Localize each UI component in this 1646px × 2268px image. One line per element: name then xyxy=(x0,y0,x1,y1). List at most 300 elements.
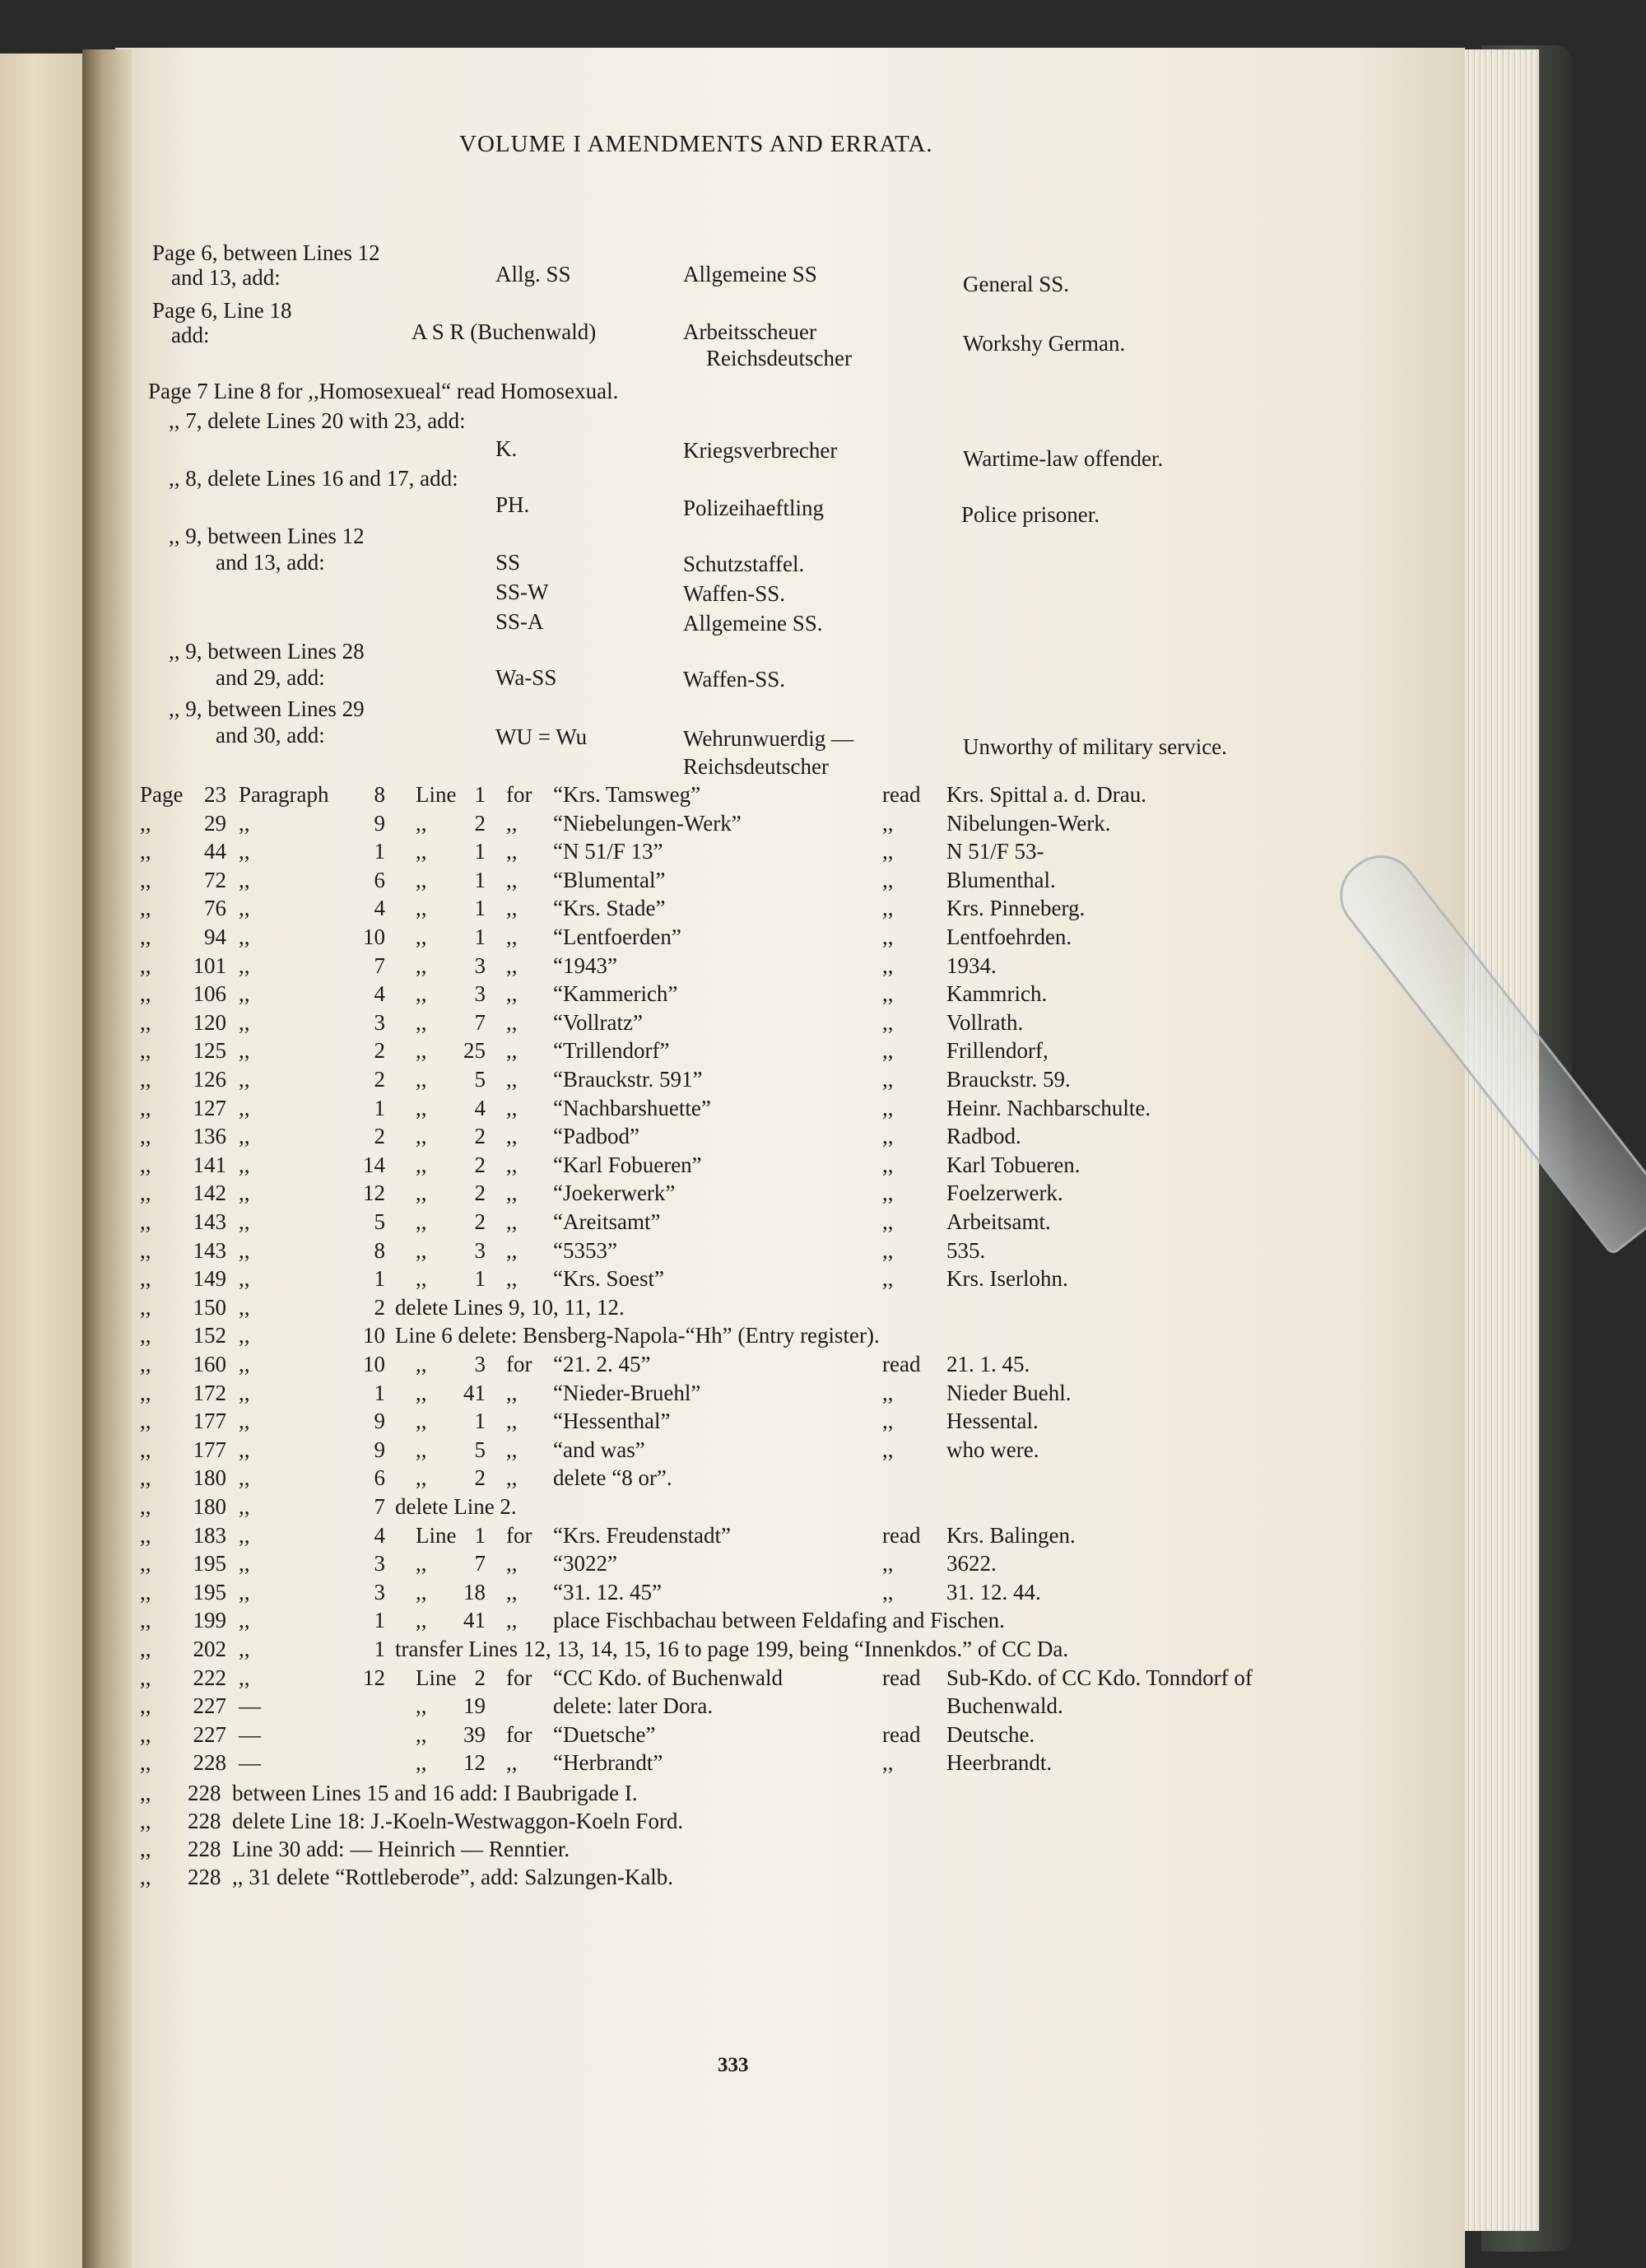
read-word: ,, xyxy=(882,896,894,920)
page-ref: 227 xyxy=(193,1693,226,1718)
page-ref: 199 xyxy=(193,1608,226,1632)
for-word: ,, xyxy=(506,1551,518,1576)
line-ditto: ,, xyxy=(416,1096,427,1120)
page-ref: 222 xyxy=(193,1665,226,1690)
paragraph-ref: 3 xyxy=(374,1551,385,1576)
read-word: read xyxy=(882,1352,921,1376)
corrected-text: Sub-Kdo. of CC Kdo. Tonndorf of xyxy=(946,1665,1253,1690)
page-ditto: ,, xyxy=(140,1865,151,1889)
paragraph-ditto: ,, xyxy=(239,1494,250,1519)
line-ditto: ,, xyxy=(416,1266,427,1291)
page-ref: 106 xyxy=(193,981,226,1006)
erroneous-text: “Niebelungen-Werk” xyxy=(553,811,742,836)
paragraph-ditto: ,, xyxy=(239,1409,250,1433)
for-word: ,, xyxy=(506,896,518,920)
errata-instruction: delete Line 2. xyxy=(395,1494,517,1519)
page-ref: 120 xyxy=(193,1010,226,1035)
paragraph-ditto: ,, xyxy=(239,1209,250,1234)
read-word: ,, xyxy=(882,1437,894,1462)
line-ditto: ,, xyxy=(416,1465,427,1490)
corrected-text: Krs. Iserlohn. xyxy=(946,1266,1068,1291)
read-word: read xyxy=(882,1523,921,1548)
abbreviation: Allg. SS xyxy=(495,262,571,286)
german-term: Allgemeine SS xyxy=(683,262,817,286)
read-word: ,, xyxy=(882,1153,894,1177)
erroneous-text: “N 51/F 13” xyxy=(553,839,663,864)
corrected-text: 1934. xyxy=(946,953,997,978)
line-ditto: ,, xyxy=(416,1750,427,1775)
erroneous-text: “Nachbarshuette” xyxy=(553,1096,711,1120)
errata-instruction: Line 30 add: — Heinrich — Renntier. xyxy=(232,1837,570,1861)
abbreviation: WU = Wu xyxy=(495,724,588,749)
line-ref: 5 xyxy=(474,1067,486,1092)
page-ditto: ,, xyxy=(140,1722,151,1747)
line-ditto: Line xyxy=(416,1523,457,1548)
line-ref: 1 xyxy=(474,924,486,949)
page-ditto: ,, xyxy=(140,1124,151,1148)
erroneous-text: “1943” xyxy=(553,953,617,978)
page-ditto: ,, xyxy=(140,1494,151,1519)
paragraph-ditto: ,, xyxy=(239,953,250,978)
entry-label: ,, 9, between Lines 29 xyxy=(169,696,365,721)
erroneous-text: “5353” xyxy=(553,1238,617,1263)
paragraph-ref: 1 xyxy=(374,839,385,864)
english-term: Unworthy of military service. xyxy=(963,734,1227,759)
page-ditto: ,, xyxy=(140,1665,151,1690)
english-term: Wartime-law offender. xyxy=(963,446,1164,471)
paragraph-ditto: ,, xyxy=(239,1038,250,1063)
german-term: Reichsdeutscher xyxy=(706,346,852,370)
erroneous-text: “Karl Fobueren” xyxy=(553,1153,702,1177)
entry-label: and 13, add: xyxy=(216,550,325,575)
paragraph-ditto: Paragraph xyxy=(239,782,329,807)
read-word: ,, xyxy=(882,1067,894,1092)
erroneous-text: “Herbrandt” xyxy=(553,1750,663,1775)
for-word: for xyxy=(506,782,532,807)
line-ref: 1 xyxy=(474,782,486,807)
paragraph-ref: 12 xyxy=(363,1181,385,1205)
english-term: Workshy German. xyxy=(963,331,1126,356)
page-ref: 228 xyxy=(188,1809,221,1833)
for-word: for xyxy=(506,1665,532,1690)
read-word: ,, xyxy=(882,981,894,1006)
line-ditto: ,, xyxy=(416,981,427,1006)
read-word: ,, xyxy=(882,1181,894,1205)
paragraph-ref: 3 xyxy=(374,1010,385,1035)
read-word: ,, xyxy=(882,1010,894,1035)
corrected-text: Nibelungen-Werk. xyxy=(946,811,1111,836)
paragraph-ref: 14 xyxy=(363,1153,385,1177)
erroneous-text: “Krs. Tamsweg” xyxy=(553,782,701,807)
page-ditto: ,, xyxy=(140,1381,151,1405)
read-word: ,, xyxy=(882,811,894,836)
paragraph-ref: 1 xyxy=(374,1381,385,1405)
page-number: 333 xyxy=(718,2054,749,2076)
page-ditto: ,, xyxy=(140,1096,151,1120)
erroneous-text: “31. 12. 45” xyxy=(553,1580,662,1604)
read-word: ,, xyxy=(882,1124,894,1148)
paragraph-ref: 12 xyxy=(363,1665,385,1690)
errata-instruction: delete Lines 9, 10, 11, 12. xyxy=(395,1295,625,1320)
paragraph-ditto: ,, xyxy=(239,1637,250,1661)
page-ref: 126 xyxy=(193,1067,226,1092)
line-ref: 2 xyxy=(474,1665,486,1690)
corrected-text: Buchenwald. xyxy=(946,1693,1063,1718)
for-word: ,, xyxy=(506,1124,518,1148)
line-ref: 3 xyxy=(474,1352,486,1376)
page-ditto: ,, xyxy=(140,811,151,836)
for-word: ,, xyxy=(506,953,518,978)
line-ditto: ,, xyxy=(416,924,427,949)
erroneous-text: delete “8 or”. xyxy=(553,1465,672,1490)
page-ditto: ,, xyxy=(140,1750,151,1775)
read-word: read xyxy=(882,1665,921,1690)
paragraph-ref: 4 xyxy=(374,1523,385,1548)
page-ditto: ,, xyxy=(140,1837,151,1861)
corrected-text: Blumenthal. xyxy=(946,868,1056,892)
erroneous-text: “3022” xyxy=(553,1551,617,1576)
abbreviation: SS-W xyxy=(495,580,549,604)
erroneous-text: “Krs. Stade” xyxy=(553,896,666,920)
corrected-text: Karl Tobueren. xyxy=(946,1153,1081,1177)
paragraph-ditto: ,, xyxy=(239,1010,250,1035)
paragraph-ditto: ,, xyxy=(239,1067,250,1092)
for-word: ,, xyxy=(506,868,518,892)
page-ditto: ,, xyxy=(140,953,151,978)
paragraph-ref: 3 xyxy=(374,1580,385,1604)
entry-label: and 13, add: xyxy=(171,265,281,290)
line-ref: 3 xyxy=(474,953,486,978)
english-term: General SS. xyxy=(963,272,1069,296)
paragraph-ditto: ,, xyxy=(239,1323,250,1348)
corrected-text: Foelzerwerk. xyxy=(946,1181,1063,1205)
paragraph-ref: 8 xyxy=(374,1238,385,1263)
entry-label: add: xyxy=(171,323,210,347)
for-word: ,, xyxy=(506,1038,518,1063)
page-ditto: ,, xyxy=(140,1693,151,1718)
line-ditto: ,, xyxy=(416,896,427,920)
german-term: Arbeitsscheuer xyxy=(683,319,816,344)
line-ditto: ,, xyxy=(416,1608,427,1632)
paragraph-ditto: ,, xyxy=(239,981,250,1006)
for-word: ,, xyxy=(506,1381,518,1405)
page-ditto: ,, xyxy=(140,839,151,864)
german-term: Allgemeine SS. xyxy=(683,611,823,636)
for-word: ,, xyxy=(506,1750,518,1775)
read-word: ,, xyxy=(882,1551,894,1576)
line-ref: 12 xyxy=(463,1750,486,1775)
errata-instruction: between Lines 15 and 16 add: I Baubrigade I. xyxy=(232,1781,638,1805)
corrected-text: 21. 1. 45. xyxy=(946,1352,1030,1376)
erroneous-text: “Joekerwerk” xyxy=(553,1181,676,1205)
corrected-text: Lentfoehrden. xyxy=(946,924,1072,949)
for-word: ,, xyxy=(506,1096,518,1120)
line-ditto: ,, xyxy=(416,1437,427,1462)
page-ref: 228 xyxy=(188,1865,221,1889)
entry-label: Page 6, between Lines 12 xyxy=(152,240,380,265)
erroneous-text: “Krs. Soest” xyxy=(553,1266,664,1291)
page-ditto: ,, xyxy=(140,1781,151,1805)
paragraph-ref: 1 xyxy=(374,1608,385,1632)
line-ref: 5 xyxy=(474,1437,486,1462)
for-word: for xyxy=(506,1722,532,1747)
paragraph-ditto: ,, xyxy=(239,1580,250,1604)
page-ref: 94 xyxy=(204,924,226,949)
paragraph-ditto: ,, xyxy=(239,1153,250,1177)
entry-label: ,, 9, between Lines 28 xyxy=(169,639,365,664)
page-ditto: ,, xyxy=(140,1608,151,1632)
abbreviation: SS xyxy=(495,550,521,575)
erroneous-text: “21. 2. 45” xyxy=(553,1352,651,1376)
paragraph-ref: 1 xyxy=(374,1637,385,1661)
paragraph-ditto: — xyxy=(239,1750,261,1775)
line-ditto: ,, xyxy=(416,868,427,892)
page-ditto: ,, xyxy=(140,896,151,920)
paragraph-ditto: ,, xyxy=(239,1665,250,1690)
page-ref: 195 xyxy=(193,1580,226,1604)
page-ref: 152 xyxy=(193,1323,226,1348)
line-ditto: ,, xyxy=(416,1067,427,1092)
abbreviation: SS-A xyxy=(495,609,544,634)
erroneous-text: “Padbod” xyxy=(553,1124,639,1148)
for-word: ,, xyxy=(506,1437,518,1462)
line-ditto: ,, xyxy=(416,953,427,978)
page-ref: 177 xyxy=(193,1409,226,1433)
paragraph-ditto: ,, xyxy=(239,1551,250,1576)
erroneous-text: “Nieder-Bruehl” xyxy=(553,1381,701,1405)
erroneous-text: “Kammerich” xyxy=(553,981,678,1006)
page-ref: 180 xyxy=(193,1465,226,1490)
german-term: Reichsdeutscher xyxy=(683,754,829,779)
paragraph-ditto: ,, xyxy=(239,1437,250,1462)
line-ref: 1 xyxy=(474,839,486,864)
erroneous-text: “Brauckstr. 591” xyxy=(553,1067,703,1092)
paragraph-ref: 8 xyxy=(374,782,385,807)
line-ditto: ,, xyxy=(416,1381,427,1405)
corrected-text: Vollrath. xyxy=(946,1010,1024,1035)
paragraph-ref: 7 xyxy=(374,953,385,978)
page-ref: 228 xyxy=(193,1750,226,1775)
paragraph-ditto: — xyxy=(239,1722,261,1747)
page-ref: 44 xyxy=(204,839,226,864)
paragraph-ref: 4 xyxy=(374,981,385,1006)
corrected-text: Heerbrandt. xyxy=(946,1750,1053,1775)
paragraph-ref: 4 xyxy=(374,896,385,920)
page-ref: 142 xyxy=(193,1181,226,1205)
corrected-text: who were. xyxy=(946,1437,1039,1462)
line-ref: 18 xyxy=(463,1580,486,1604)
paragraph-ditto: ,, xyxy=(239,896,250,920)
erroneous-text: “CC Kdo. of Buchenwald xyxy=(553,1665,783,1690)
line-ditto: ,, xyxy=(416,1181,427,1205)
page-ref: 180 xyxy=(193,1494,226,1519)
line-ref: 7 xyxy=(474,1551,486,1576)
entry-label: ,, 8, delete Lines 16 and 17, add: xyxy=(169,466,458,491)
page-ref: 160 xyxy=(193,1352,226,1376)
abbreviation: Wa-SS xyxy=(495,665,557,690)
page-ref: 101 xyxy=(193,953,226,978)
corrected-text: Arbeitsamt. xyxy=(946,1209,1051,1234)
paragraph-ditto: ,, xyxy=(239,1181,250,1205)
line-ref: 2 xyxy=(474,1181,486,1205)
corrected-text: 535. xyxy=(946,1238,986,1263)
corrected-text: N 51/F 53- xyxy=(946,839,1044,864)
line-ditto: ,, xyxy=(416,1352,427,1376)
paragraph-ditto: ,, xyxy=(239,1465,250,1490)
erroneous-text: “Hessenthal” xyxy=(553,1409,671,1433)
page-ditto: Page xyxy=(140,782,184,807)
page-ditto: ,, xyxy=(140,1465,151,1490)
paragraph-ditto: ,, xyxy=(239,1523,250,1548)
page-ditto: ,, xyxy=(140,1523,151,1548)
paragraph-ditto: ,, xyxy=(239,868,250,892)
line-ref: 19 xyxy=(463,1693,486,1718)
corrected-text: Hessental. xyxy=(946,1409,1039,1433)
erroneous-text: “Vollratz” xyxy=(553,1010,643,1035)
line-ref: 3 xyxy=(474,1238,486,1263)
page-ref: 195 xyxy=(193,1551,226,1576)
read-word: ,, xyxy=(882,1266,894,1291)
line-ditto: Line xyxy=(416,782,457,807)
corrected-text: 3622. xyxy=(946,1551,997,1576)
page-ditto: ,, xyxy=(140,1181,151,1205)
page-ref: 23 xyxy=(204,782,226,807)
read-word: read xyxy=(882,782,921,807)
read-word: ,, xyxy=(882,839,894,864)
for-word: ,, xyxy=(506,1067,518,1092)
for-word: ,, xyxy=(506,924,518,949)
page-ditto: ,, xyxy=(140,1295,151,1320)
paragraph-ditto: ,, xyxy=(239,1124,250,1148)
read-word: ,, xyxy=(882,1038,894,1063)
for-word: ,, xyxy=(506,1010,518,1035)
corrected-text: Radbod. xyxy=(946,1124,1021,1148)
paragraph-ref: 2 xyxy=(374,1038,385,1063)
paragraph-ditto: ,, xyxy=(239,1352,250,1376)
line-ref: 3 xyxy=(474,981,486,1006)
page-ditto: ,, xyxy=(140,1437,151,1462)
german-term: Waffen-SS. xyxy=(683,667,786,692)
page-ditto: ,, xyxy=(140,1409,151,1433)
paragraph-ditto: ,, xyxy=(239,839,250,864)
line-ditto: ,, xyxy=(416,1722,427,1747)
paragraph-ref: 10 xyxy=(363,924,385,949)
page-ditto: ,, xyxy=(140,1266,151,1291)
english-term: Police prisoner. xyxy=(961,502,1100,527)
page-ref: 136 xyxy=(193,1124,226,1148)
page-ref: 228 xyxy=(188,1781,221,1805)
for-word: ,, xyxy=(506,1409,518,1433)
entry-label: and 29, add: xyxy=(216,665,325,690)
paragraph-ditto: ,, xyxy=(239,1295,250,1320)
errata-instruction: delete Line 18: J.-Koeln-Westwaggon-Koeln Ford. xyxy=(232,1809,684,1833)
line-ref: 2 xyxy=(474,1465,486,1490)
page-ditto: ,, xyxy=(140,1067,151,1092)
paragraph-ditto: ,, xyxy=(239,1238,250,1263)
erroneous-text: “Blumental” xyxy=(553,868,666,892)
line-ref: 2 xyxy=(474,1124,486,1148)
line-ref: 41 xyxy=(463,1608,486,1632)
page-ref: 228 xyxy=(188,1837,221,1861)
read-word: ,, xyxy=(882,868,894,892)
for-word: for xyxy=(506,1523,532,1548)
paragraph-ref: 10 xyxy=(363,1323,385,1348)
line-ref: 39 xyxy=(463,1722,486,1747)
page-ref: 172 xyxy=(193,1381,226,1405)
corrected-text: Krs. Balingen. xyxy=(946,1523,1076,1548)
read-word: ,, xyxy=(882,1381,894,1405)
paragraph-ref: 5 xyxy=(374,1209,385,1234)
page-ditto: ,, xyxy=(140,981,151,1006)
for-word: ,, xyxy=(506,1608,518,1632)
read-word: ,, xyxy=(882,1750,894,1775)
corrected-text: Deutsche. xyxy=(946,1722,1035,1747)
erroneous-text: delete: later Dora. xyxy=(553,1693,714,1718)
entry-label: ,, 7, delete Lines 20 with 23, add: xyxy=(169,408,466,433)
line-ditto: ,, xyxy=(416,1038,427,1063)
line-ditto: ,, xyxy=(416,1010,427,1035)
page-ditto: ,, xyxy=(140,868,151,892)
line-ref: 4 xyxy=(474,1096,486,1120)
page-ref: 72 xyxy=(204,868,226,892)
page-ref: 227 xyxy=(193,1722,226,1747)
line-ditto: ,, xyxy=(416,1124,427,1148)
entry-label: Page 6, Line 18 xyxy=(152,298,292,323)
line-ditto: ,, xyxy=(416,1153,427,1177)
for-word: ,, xyxy=(506,981,518,1006)
for-word: ,, xyxy=(506,1580,518,1604)
german-term: Schutzstaffel. xyxy=(683,552,805,576)
corrected-text: Nieder Buehl. xyxy=(946,1381,1072,1405)
paragraph-ref: 7 xyxy=(374,1494,385,1519)
line-ref: 7 xyxy=(474,1010,486,1035)
corrected-text: Heinr. Nachbarschulte. xyxy=(946,1096,1151,1120)
corrected-text: Krs. Pinneberg. xyxy=(946,896,1086,920)
corrected-text: 31. 12. 44. xyxy=(946,1580,1041,1604)
erroneous-text: “Lentfoerden” xyxy=(553,924,681,949)
for-word: ,, xyxy=(506,1238,518,1263)
paragraph-ditto: ,, xyxy=(239,924,250,949)
page-ditto: ,, xyxy=(140,1238,151,1263)
page-ditto: ,, xyxy=(140,1209,151,1234)
errata-instruction: transfer Lines 12, 13, 14, 15, 16 to page 199, being “Innenkdos.” of CC Da. xyxy=(395,1637,1069,1661)
paragraph-ditto: ,, xyxy=(239,811,250,836)
paragraph-ref: 2 xyxy=(374,1067,385,1092)
entry-label: Page 7 Line 8 for ,,Homosexueal“ read Homosexual. xyxy=(148,379,619,403)
read-word: read xyxy=(882,1722,921,1747)
line-ditto: ,, xyxy=(416,1693,427,1718)
read-word: ,, xyxy=(882,953,894,978)
abbreviation: K. xyxy=(495,436,518,461)
page-ref: 183 xyxy=(193,1523,226,1548)
line-ref: 1 xyxy=(474,1523,486,1548)
line-ditto: ,, xyxy=(416,1209,427,1234)
paragraph-ref: 2 xyxy=(374,1295,385,1320)
page-ref: 76 xyxy=(204,896,226,920)
for-word: ,, xyxy=(506,1181,518,1205)
line-ref: 25 xyxy=(463,1038,486,1063)
paragraph-ref: 10 xyxy=(363,1352,385,1376)
page-ditto: ,, xyxy=(140,1809,151,1833)
page-ditto: ,, xyxy=(140,1352,151,1376)
german-term: Waffen-SS. xyxy=(683,581,786,606)
for-word: ,, xyxy=(506,1465,518,1490)
read-word: ,, xyxy=(882,924,894,949)
page-ref: 149 xyxy=(193,1266,226,1291)
entry-label: and 30, add: xyxy=(216,723,325,747)
read-word: ,, xyxy=(882,1209,894,1234)
line-ref: 1 xyxy=(474,1409,486,1433)
